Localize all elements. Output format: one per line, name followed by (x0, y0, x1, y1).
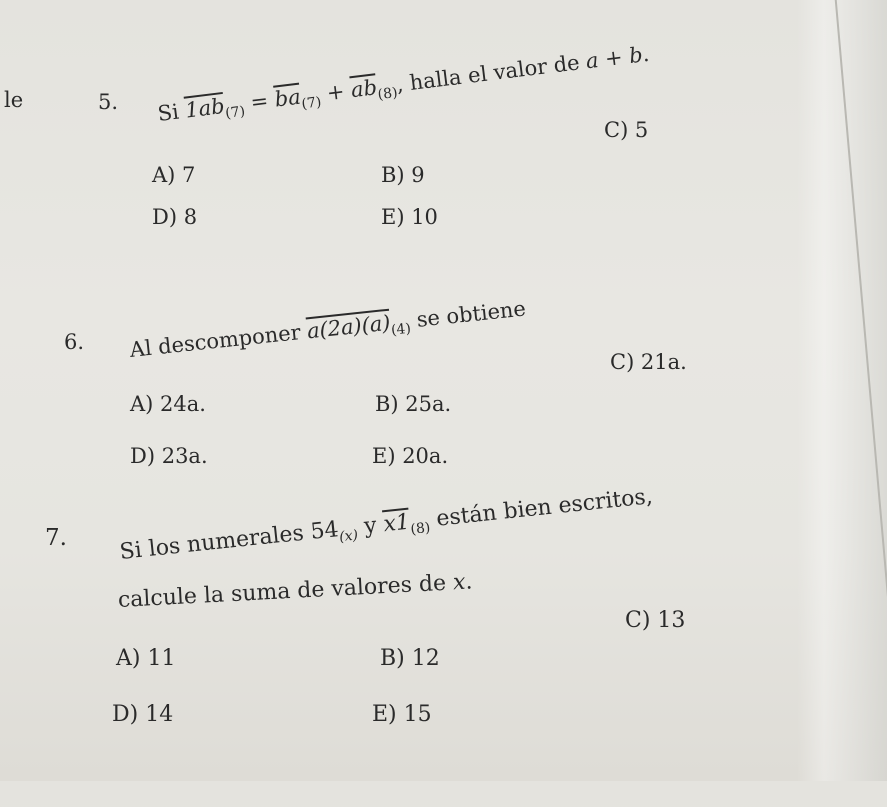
q7-stem-line1 (119, 484, 655, 568)
q6-number: 6. (64, 330, 85, 354)
q7-numeral-x1: x1 (382, 509, 412, 538)
q5-period: . (640, 41, 651, 67)
q7-base-8: (8) (409, 519, 432, 538)
q5-numeral-ab: $\overline{ab}$ (349, 75, 379, 103)
q7-stem-line2 (117, 569, 473, 613)
q5-number: 5. (98, 90, 119, 114)
q7-conjunction: y (362, 513, 378, 540)
q5-option-a: A) 7 (152, 163, 196, 187)
q5-equals: = (249, 88, 270, 115)
q5-base-8: (8) (376, 84, 399, 104)
q6-option-c: C) 21a. (610, 350, 687, 374)
q5-base-7a: (7) (224, 103, 247, 122)
page-edge-shadow (797, 0, 887, 781)
q6-option-a: A) 24a. (130, 392, 206, 416)
q5-numeral-1ab: 1ab (183, 93, 226, 123)
q7-option-a: A) 11 (116, 646, 176, 671)
q5-stem (156, 42, 651, 130)
q7-line2-period: . (464, 569, 474, 595)
q5-plus: + (325, 79, 346, 106)
q7-numeral-54: 54 (309, 517, 340, 545)
q7-option-d: D) 14 (112, 702, 174, 727)
q5-base-7b: (7) (300, 94, 323, 113)
q5-expression: a + b (584, 42, 644, 74)
q5-stem-lead: Si (156, 99, 181, 126)
q7-option-c: C) 13 (625, 608, 686, 633)
q7-stem-tail: están bien escritos, (435, 484, 654, 532)
q7-number: 7. (45, 525, 67, 551)
q6-stem-tail: se obtiene (415, 296, 527, 332)
q5-option-b: B) 9 (381, 163, 425, 187)
q6-stem-lead: Al descomponer (128, 320, 302, 362)
q6-stem (129, 296, 528, 366)
q7-line2-var: x (452, 569, 467, 596)
q6-option-b: B) 25a. (375, 392, 452, 416)
q5-option-e: E) 10 (381, 205, 438, 229)
q6-option-e: E) 20a. (372, 444, 449, 468)
q5-stem-tail: , halla el valor de (395, 50, 581, 97)
q7-option-e: E) 15 (372, 702, 432, 727)
q7-stem-lead: Si los numerales (118, 520, 305, 565)
q6-option-d: D) 23a. (130, 444, 208, 468)
q7-option-b: B) 12 (380, 646, 440, 671)
q7-line2-text: calcule la suma de valores de (117, 570, 454, 613)
q6-base: (4) (390, 320, 412, 339)
q5-numeral-ba: $\overline{ba}$ (273, 84, 303, 112)
q7-base-x: (x) (338, 527, 359, 546)
q5-option-d: D) 8 (152, 205, 198, 229)
q6-numeral: a(2a)(a) (305, 310, 392, 344)
margin-fragment: le (4, 88, 24, 112)
q5-option-c: C) 5 (604, 118, 649, 142)
